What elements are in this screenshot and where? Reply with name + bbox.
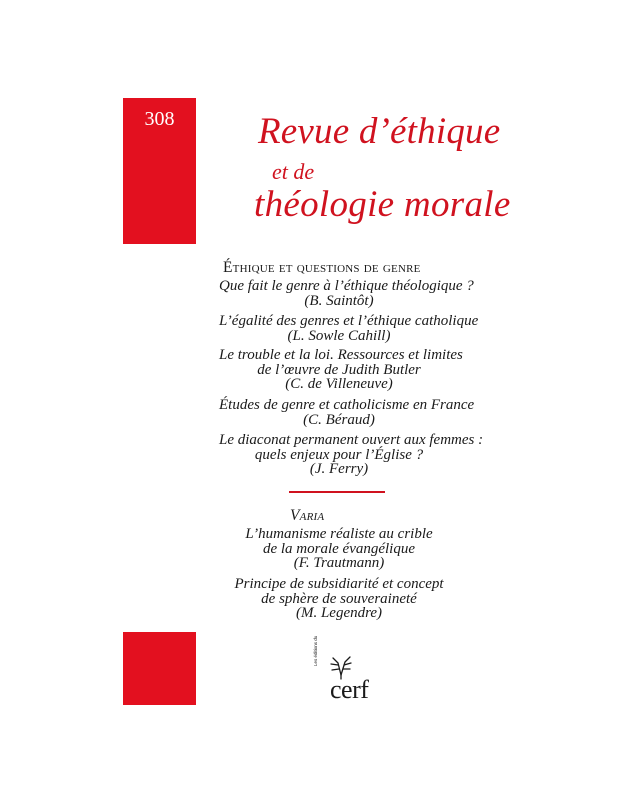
- article-entry-2: [219, 313, 479, 344]
- article-title: L’égalité des genres et l’éthique catholique: [219, 313, 479, 329]
- article-title: Études de genre et catholicisme en France: [219, 397, 475, 413]
- article-title-cont: quels enjeux pour l’Église ?: [254, 446, 424, 463]
- article-entry-7: [219, 577, 459, 621]
- publisher-small-text: Les éditions du: [313, 635, 318, 666]
- article-author: (F. Trautmann): [293, 555, 385, 571]
- journal-title-line-1: Revue d’éthique: [258, 111, 501, 152]
- article-entry-4: [219, 397, 475, 428]
- article-title: Le trouble et la loi. Ressources et limites: [219, 347, 463, 363]
- article-author: (C. Béraud): [303, 411, 375, 428]
- bottom-red-block: [123, 632, 196, 705]
- article-author: (B. Saintôt): [304, 292, 374, 309]
- section-heading-ethique: [223, 259, 421, 277]
- article-entry-5: [219, 432, 484, 477]
- article-title-cont: de sphère de souveraineté: [261, 590, 417, 607]
- journal-title-line-2: et de: [272, 159, 315, 184]
- article-title: L’humanisme réaliste au crible: [245, 526, 433, 542]
- journal-title-line-3: théologie morale: [254, 184, 511, 225]
- issue-number: 308: [144, 108, 175, 130]
- publisher-name: cerf: [330, 675, 369, 704]
- article-title: Le diaconat permanent ouvert aux femmes :: [219, 432, 484, 448]
- article-title: Que fait le genre à l’éthique théologique ?: [219, 278, 474, 294]
- article-author: (L. Sowle Cahill): [287, 327, 391, 344]
- divider-rule: [289, 491, 385, 493]
- section-heading-text: Varia: [290, 507, 325, 524]
- article-author: (M. Legendre): [295, 605, 383, 621]
- article-author: (J. Ferry): [309, 461, 369, 477]
- section-heading-text: Éthique et questions de genre: [223, 259, 421, 276]
- article-title-cont: de l’œuvre de Judith Butler: [257, 361, 421, 378]
- section-heading-varia: [290, 507, 324, 525]
- article-title: Principe de subsidiarité et concept: [234, 576, 444, 592]
- article-title-cont: de la morale évangélique: [262, 540, 416, 557]
- article-entry-1: [219, 278, 474, 309]
- article-author: (C. de Villeneuve): [285, 376, 393, 392]
- article-entry-6: [219, 527, 459, 571]
- article-entry-3: [219, 347, 463, 392]
